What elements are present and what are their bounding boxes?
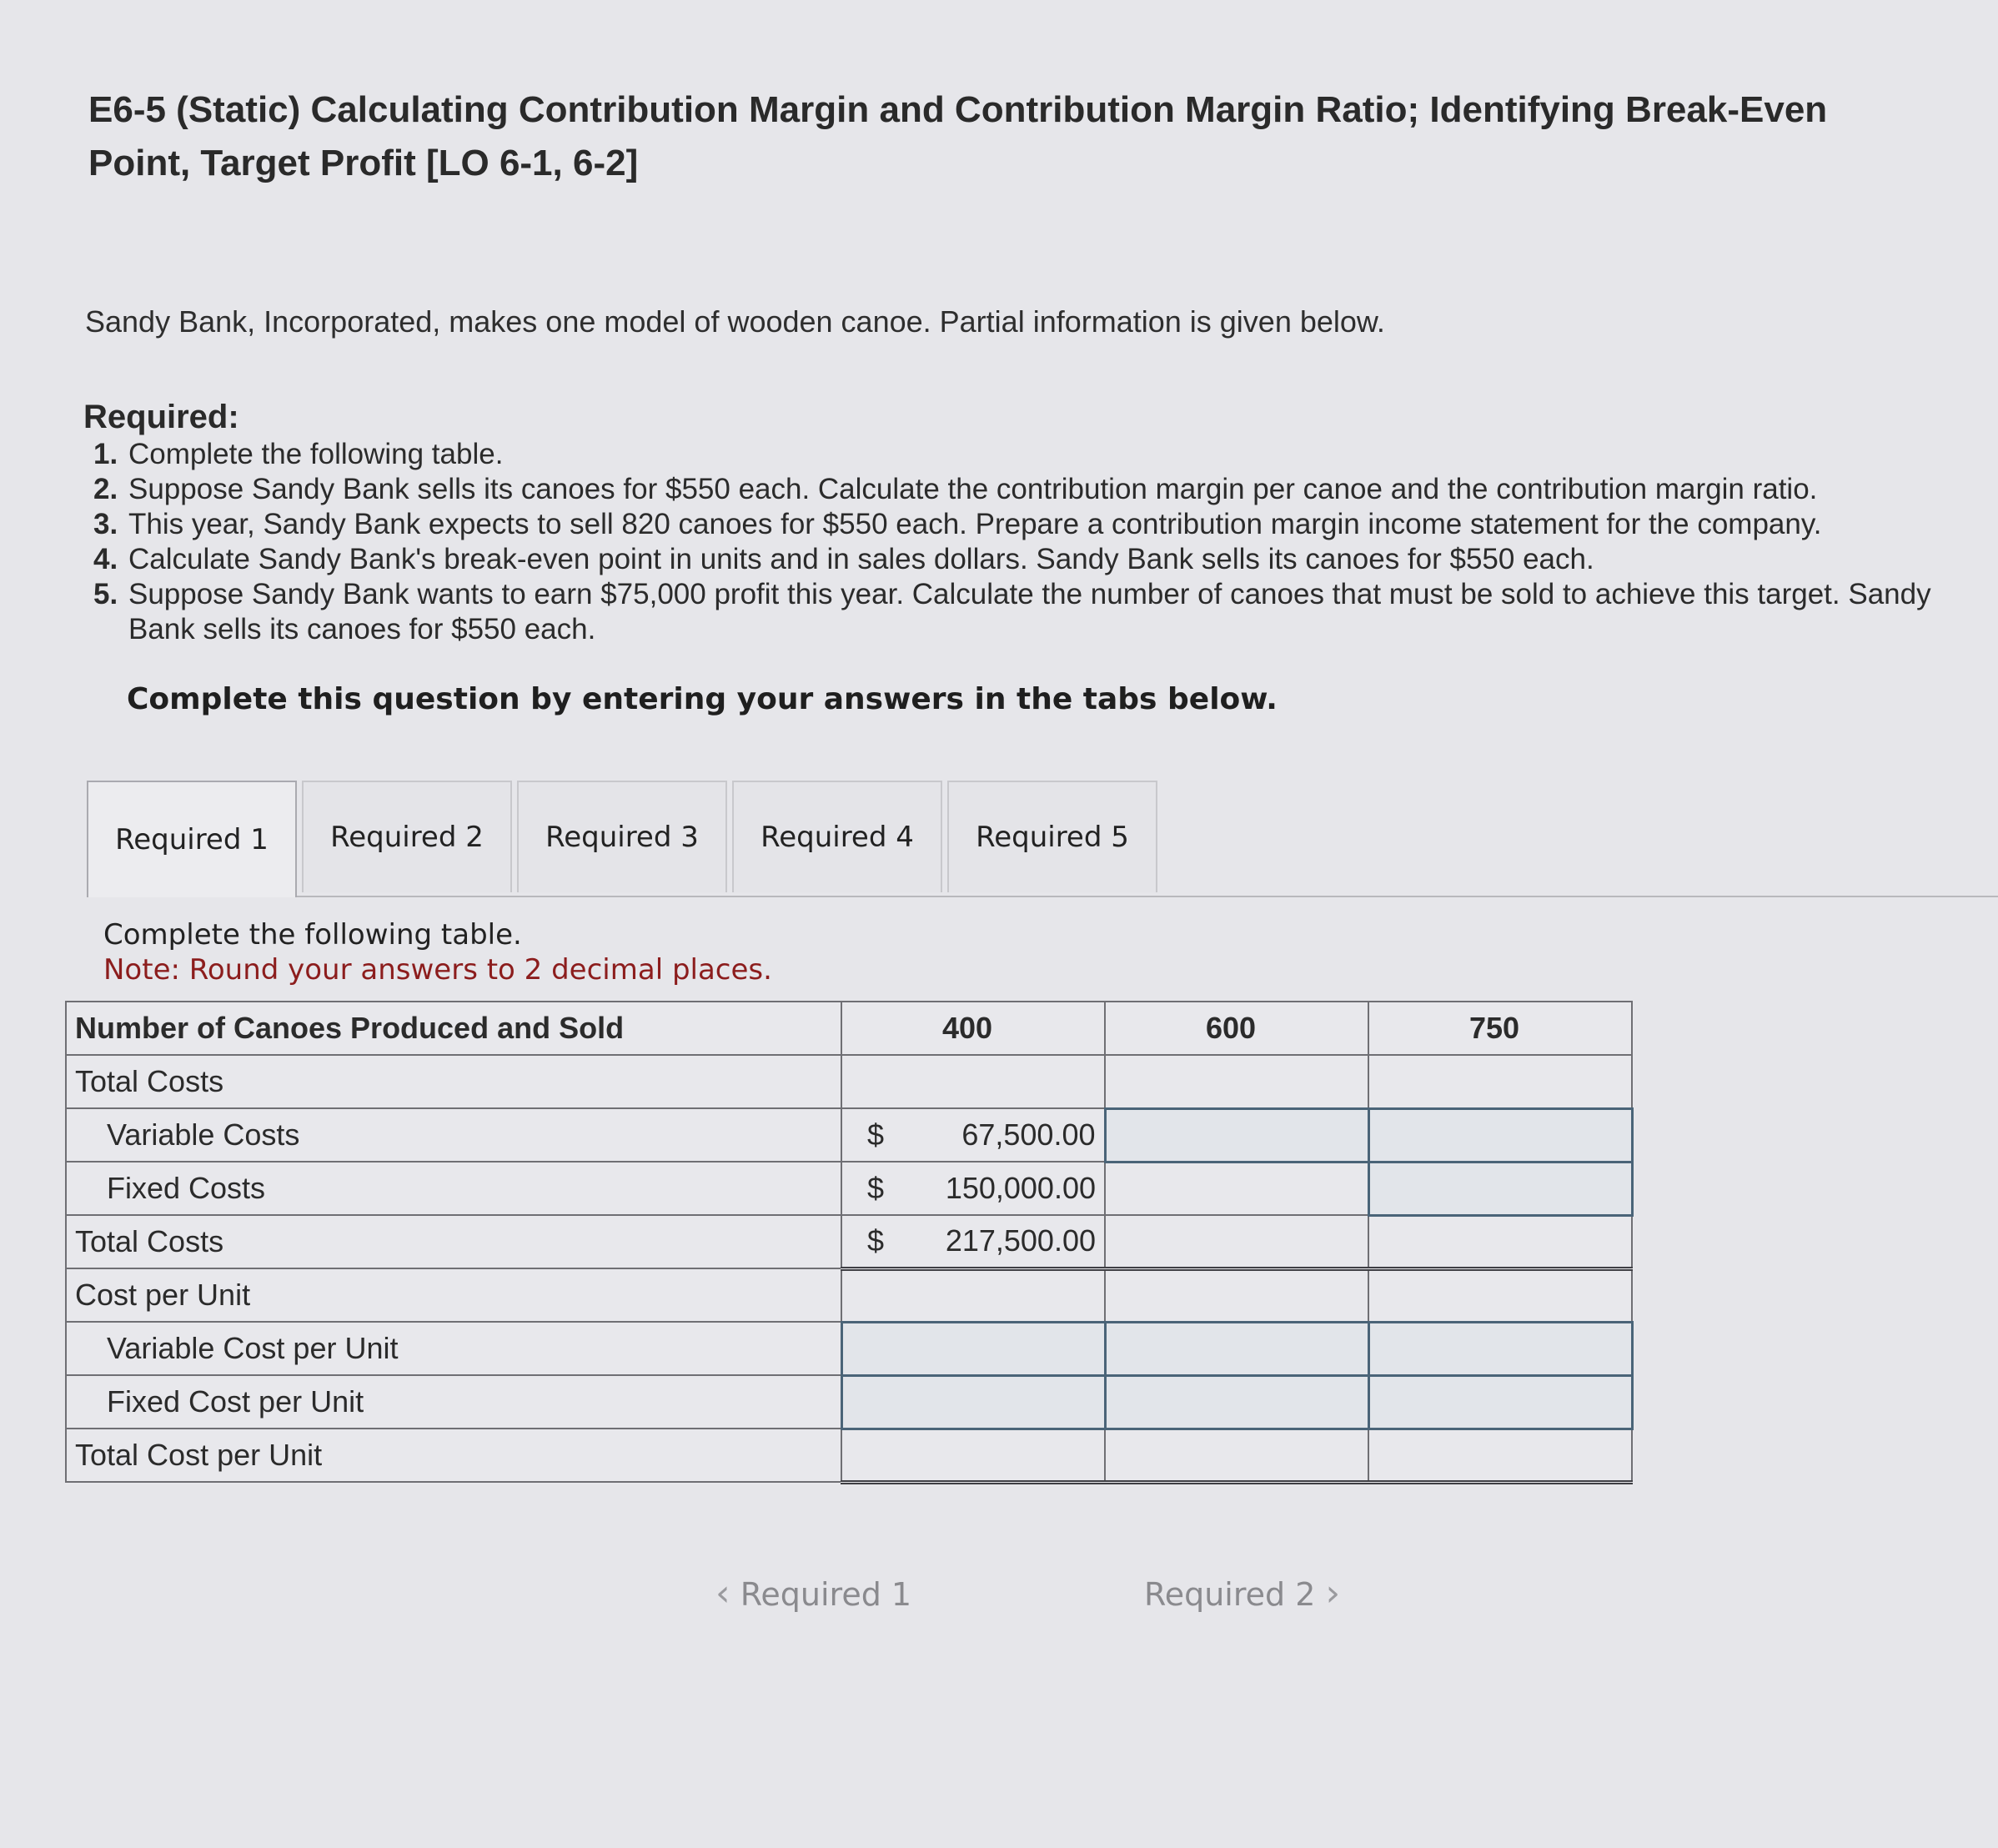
total-costs-400: [841, 1215, 1105, 1268]
total-cost-per-unit-400: [841, 1429, 1105, 1482]
variable-cost-per-unit-400-input[interactable]: [841, 1322, 1105, 1375]
list-item: 3. This year, Sandy Bank expects to sell 820 canoes for $550 each. Prepare a contribution margin income statement for the company.: [93, 508, 1822, 540]
total-cost-per-unit-label: Total Cost per Unit: [66, 1429, 841, 1482]
tab-required-5[interactable]: Required 5: [947, 781, 1157, 892]
variable-costs-400-value: 67,500.00: [961, 1117, 1096, 1152]
total-costs-heading: Total Costs: [66, 1055, 841, 1108]
variable-costs-750-input[interactable]: [1368, 1108, 1632, 1162]
total-costs-400-value: 217,500.00: [945, 1223, 1096, 1258]
table-row: [66, 1429, 1632, 1482]
cost-table: [65, 1001, 1634, 1484]
total-costs-label: Total Costs: [66, 1215, 841, 1268]
table-row: [66, 1322, 1632, 1375]
chevron-right-icon: ›: [1325, 1572, 1341, 1614]
table-row: [66, 1002, 1632, 1055]
total-cost-per-unit-750: [1368, 1429, 1632, 1482]
page-title: E6-5 (Static) Calculating Contribution Margin and Contribution Margin Ratio; Identifying Break-Even Point, Target Profit [LO 6-1, 6-2]: [88, 89, 1828, 183]
complete-note: Complete this question by entering your answers in the tabs below.: [127, 682, 1278, 716]
instructions: [103, 917, 772, 987]
variable-cost-per-unit-750-input[interactable]: [1368, 1322, 1632, 1375]
variable-costs-400: [841, 1108, 1105, 1162]
intro-text: Sandy Bank, Incorporated, makes one model of wooden canoe. Partial information is given below.: [85, 304, 1385, 339]
column-header-600: 600: [1105, 1002, 1368, 1055]
empty-cell: [1105, 1268, 1368, 1322]
variable-cost-per-unit-label: Variable Cost per Unit: [66, 1322, 841, 1375]
tab-required-1[interactable]: Required 1: [87, 781, 297, 897]
table-row: [66, 1268, 1632, 1322]
list-item: 2. Suppose Sandy Bank sells its canoes for $550 each. Calculate the contribution margin per canoe and the contribution margin ratio.: [93, 473, 1818, 505]
dollar-sign: $: [867, 1171, 885, 1205]
column-header-750: 750: [1368, 1002, 1632, 1055]
variable-costs-600-input[interactable]: [1105, 1108, 1368, 1162]
fixed-costs-600: [1105, 1162, 1368, 1215]
fixed-cost-per-unit-label: Fixed Cost per Unit: [66, 1375, 841, 1429]
total-costs-750: [1368, 1215, 1632, 1268]
list-item: 4. Calculate Sandy Bank's break-even point in units and in sales dollars. Sandy Bank sells its canoes for $550 each.: [93, 543, 1594, 575]
total-costs-600: [1105, 1215, 1368, 1268]
fixed-cost-per-unit-750-input[interactable]: [1368, 1375, 1632, 1429]
dollar-sign: $: [867, 1223, 885, 1258]
tab-bar: [87, 781, 1998, 897]
tab-required-4[interactable]: Required 4: [732, 781, 942, 892]
prev-required-button[interactable]: [715, 1572, 911, 1614]
fixed-costs-400: [841, 1162, 1105, 1215]
fixed-costs-label: Fixed Costs: [66, 1162, 841, 1215]
empty-cell: [841, 1055, 1105, 1108]
tab-required-2[interactable]: Required 2: [302, 781, 512, 892]
total-cost-per-unit-600: [1105, 1429, 1368, 1482]
required-heading: Required:: [83, 399, 239, 435]
next-required-button[interactable]: [1144, 1572, 1340, 1614]
prev-required-label: Required 1: [740, 1576, 912, 1613]
empty-cell: [1368, 1055, 1632, 1108]
next-required-label: Required 2: [1144, 1576, 1316, 1613]
header-label: Number of Canoes Produced and Sold: [66, 1002, 841, 1055]
instruction-text: Complete the following table.: [103, 918, 522, 952]
empty-cell: [1105, 1055, 1368, 1108]
requirements-list: [93, 437, 1978, 647]
dollar-sign: $: [867, 1117, 885, 1152]
fixed-costs-750-input[interactable]: [1368, 1162, 1632, 1215]
variable-cost-per-unit-600-input[interactable]: [1105, 1322, 1368, 1375]
chevron-left-icon: ‹: [715, 1572, 730, 1614]
table-row: [66, 1215, 1632, 1268]
rounding-note: Note: Round your answers to 2 decimal places.: [103, 953, 772, 987]
cost-per-unit-heading: Cost per Unit: [66, 1268, 841, 1322]
variable-costs-label: Variable Costs: [66, 1108, 841, 1162]
list-item: 1. Complete the following table.: [93, 438, 504, 470]
empty-cell: [1368, 1268, 1632, 1322]
table-row: [66, 1055, 1632, 1108]
fixed-cost-per-unit-600-input[interactable]: [1105, 1375, 1368, 1429]
fixed-cost-per-unit-400-input[interactable]: [841, 1375, 1105, 1429]
empty-cell: [841, 1268, 1105, 1322]
fixed-costs-400-value: 150,000.00: [945, 1171, 1096, 1205]
tab-required-3[interactable]: Required 3: [517, 781, 727, 892]
list-item: 5. Suppose Sandy Bank wants to earn $75,000 profit this year. Calculate the number of canoes that must be sold to achieve this target. Sandy Bank sells its canoes for $550 each.: [93, 578, 1931, 645]
column-header-400: 400: [841, 1002, 1105, 1055]
table-row: [66, 1375, 1632, 1429]
table-row: [66, 1108, 1632, 1162]
table-row: [66, 1162, 1632, 1215]
